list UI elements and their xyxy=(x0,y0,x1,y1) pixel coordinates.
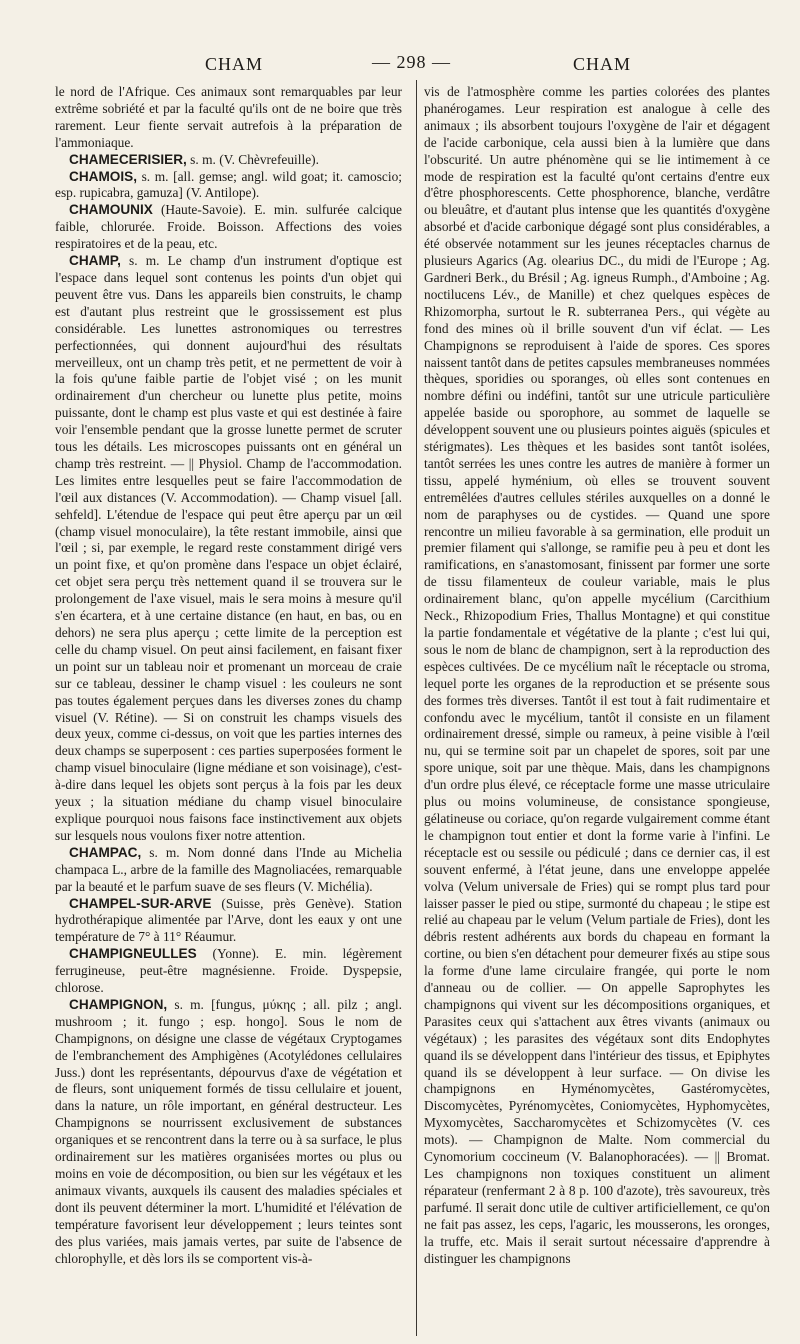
headword: CHAMOUNIX xyxy=(69,202,153,218)
entry-champac xyxy=(55,845,402,896)
entry-text: s. m. (V. Chèvrefeuille). xyxy=(186,151,319,167)
paragraph-text: le nord de l'Afrique. Ces animaux sont remarquables par leur extrême sobriété et par la faculté qu'ils ont de ne boire que très rarement. Leur fiente servait autrefois à la préparation de l'ammoniaque. xyxy=(55,84,402,150)
entry-champel-sur-arve xyxy=(55,896,402,947)
column-divider xyxy=(416,80,417,1336)
entry-text: (Haute-Savoie). E. min. sulfurée calcique faible, chlorurée. Froide. Boisson. Affections des voies respiratoires et de la peau, etc. xyxy=(55,202,402,252)
running-header xyxy=(0,50,800,78)
entry-chamois xyxy=(55,169,402,203)
headword: CHAMPIGNEULLES xyxy=(69,946,197,962)
continued-paragraph xyxy=(424,84,770,1267)
entry-text: (Yonne). E. min. légèrement ferrugineuse, peut-être magnésienne. Froide. Dyspepsie, chlorose. xyxy=(55,946,402,996)
entry-chamounix xyxy=(55,202,402,253)
headword: CHAMECERISIER, xyxy=(69,151,187,167)
entry-champignon xyxy=(55,997,402,1268)
header-right-guide-word: CHAM xyxy=(573,54,632,74)
page-number: — 298 — xyxy=(372,52,451,72)
entry-champigneulles xyxy=(55,946,402,997)
headword: CHAMP, xyxy=(69,253,121,269)
entry-text: s. m. [all. gemse; angl. wild goat; it. camoscio; esp. rupicabra, gamuza] (V. Antilope). xyxy=(55,168,402,201)
entry-text: (Suisse, près Genève). Station hydrothérapique alimentée par l'Arve, dont les eaux y ont une température de 7° à 11° Réaumur. xyxy=(55,895,402,945)
headword: CHAMOIS, xyxy=(69,168,137,184)
headword: CHAMPEL-SUR-ARVE xyxy=(69,895,212,911)
headword: CHAMPAC, xyxy=(69,844,142,860)
entry-text: s. m. [fungus, μύκης ; all. pilz ; angl. mushroom ; it. fungo ; esp. hongo]. Sous le nom de Champignons, on désigne une classe de végétaux Cryptogames de l'embranchement des Amphigènes (Acotylédones cellulaires Juss.) dont les représentants, dépourvus d'axe de végétation et de fleurs, sont uniquement formés de tissu cellulaire et jouent, dans la nature, un rôle important, en général destructeur. Les Champignons se nourrissent exclusivement de substances organiques et se rencontrent dans la terre ou à sa surface, le plus ordinairement sur les matières organisées mortes ou plus ou moins en voie de décomposition, ou bien sur les végétaux et les animaux vivants, auxquels ils causent des maladies spéciales et dont ils peuvent déterminer la mort. L'humidité et l'élévation de température favorisent leur développement ; leurs teintes sont des plus variées, mais jamais vertes, par suite de l'absence de chlorophylle, et dès lors ils se comportent vis-à- xyxy=(55,996,402,1266)
entry-text: s. m. Nom donné dans l'Inde au Michelia champaca L., arbre de la famille des Magnoliacées, remarquable par la beauté et le parfum suave de ses fleurs (V. Michélia). xyxy=(55,844,402,894)
headword: CHAMPIGNON, xyxy=(69,996,168,1012)
header-left-guide-word: CHAM xyxy=(205,54,264,74)
continued-paragraph xyxy=(55,84,402,152)
entry-champ xyxy=(55,253,402,845)
entry-text: s. m. Le champ d'un instrument d'optique est l'espace dans lequel sont contenus les points d'un objet qui peuvent être vus. Dans les appareils bien construits, le champ est d'autant plus restreint que le grossissement est plus considérable. Les lunettes astronomiques ou terrestres perfectionnées, qui donnent aujourd'hui des résultats merveilleux, ont un champ très petit, et ne permettent de voir à la fois qu'une faible partie de l'objet visé ; on les munit ordinairement d'un chercheur ou lunette plus petite, moins puissante, dont le champ est plus vaste et qui est destinée à faire voir l'ensemble pendant que la grosse lunette permet de scruter tous les détails. Les microscopes puissants ont en général un champ très restreint. — || Physiol. Champ de l'accommodation. Les limites entre lesquelles peut se faire l'accommodation de l'œil aux distances (V. Accommodation). — Champ visuel [all. sehfeld]. L'étendue de l'espace qui peut être aperçu par un œil (champ visuel monoculaire), la tête restant immobile, ainsi que l'œil ; si, par exemple, le regard reste constamment dirigé vers un point fixe, et qu'on promène dans l'espace un objet éclairé, cet objet sera perçu très nettement quand il se trouvera sur le prolongement de l'axe visuel, mais le sera moins à mesure qu'il s'en écartera, et à une certaine distance (en haut, en bas, ou en dehors) ne sera plus aperçu ; cette limite de la perception est celle du champ visuel. On peut ainsi facilement, en faisant fixer un point sur un tableau noir et promenant un morceau de craie sur ce tableau, dessiner le champ visuel : les couleurs ne sont pas toutes également perçues dans les diverses zones du champ visuel (V. Rétine). — Si on construit les champs visuels des deux yeux, comme ci-dessus, on voit que les parties internes des deux champs se superposent : ces parties superposées forment le champ visuel binoculaire (ligne médiane et son voisinage), c'est-à-dire dans lequel les objets sont perçus à la fois par les deux yeux ; la situation médiane du champ visuel binoculaire explique pourquoi nous faisons face instinctivement aux objets sur lesquels nous voulons fixer notre attention. xyxy=(55,253,402,843)
left-column xyxy=(55,84,402,1267)
entry-chamecerisier xyxy=(55,152,402,169)
right-column xyxy=(424,84,770,1267)
paragraph-text: vis de l'atmosphère comme les parties colorées des plantes phanérogames. Leur respiration est analogue à celle des animaux ; ils absorbent toujours l'oxygène de l'air et dégagent de l'acide carbonique, cela aussi bien à la lumière que dans l'obscurité. Un autre phénomène qui se lie intimement à ce mode de respiration est la faculté qu'ont certains d'entre eux d'être phosphorescents. Cette phosphorence, blanche, verdâtre ou bleuâtre, et d'autant plus intense que les quantités d'oxygène absorbé et d'acide carbonique dégagé sont plus considérables, a été observée notamment sur les jeunes réceptacles charnus de plusieurs Agarics (Ag. olearius DC., du midi de l'Europe ; Ag. Gardneri Berk., du Brésil ; Ag. igneus Rumph., d'Amboine ; Ag. noctilucens Lév., de Manille) et chez quelques espèces de Rhizomorpha, surtout le R. subterranea Pers., qui végète au fond des mines où il brille souvent d'un vif éclat. — Les Champignons se reproduisent à l'aide de spores. Ces spores naissent tantôt dans de petites capsules membraneuses nommées thèques, sporidies ou sporanges, où elles sont contenues en nombre défini ou indéfini, tantôt sur une utricule particulière appelée baside ou sporophore, au sommet de laquelle se développent souvent une ou plusieurs pointes aiguës (spicules et stérigmates). Les thèques et les basides sont tantôt isolées, tantôt serrées les unes contre les autres de manière à former un tissu, appelé hyménium, où elles se trouvent souvent entremêlées d'autres cellules stériles auxquelles on a donné le nom de paraphyses ou de cystides. — Quand une spore rencontre un milieu favorable à sa germination, elle produit un premier filament qui s'allonge, se ramifie peu à peu et dont les ramifications, en s'anastomosant, finissent par former une sorte de tissu filamenteux de couleur variable, mais le plus ordinairement blanc, qu'on appelle mycélium (Carcithium Neck., Rhizopodium Fries, Thallus Montagne) et qui constitue la partie fondamentale et végétative de la plante ; c'est lui qui, sous le nom de blanc de champignon, sert à la reproduction des espèces cultivées. De ce mycélium naît le réceptacle ou stroma, lequel porte les organes de la reproduction et se présente sous des formes très diverses. Tantôt il est tout à fait rudimentaire et confondu avec le mycélium, tantôt il consiste en un filament ordinairement dressé, simple ou rameux, à peine visible à l'œil nu, qui se termine soit par un chapelet de spores, soit par une spore unique, soit par une thèque. Mais, dans les champignons d'un ordre plus élevé, ce réceptacle forme une masse utriculaire plus ou moins volumineuse, de consistance spongieuse, gélatineuse ou coriace, qu'on regarde vulgairement comme étant le champignon tout entier et dont la forme varie à l'infini. Le réceptacle est ou sessile ou pédiculé ; dans ce dernier cas, il est souvent enfermé, à l'état jeune, dans une enveloppe appelée volva (Velum universale de Fries) qui se rompt plus tard pour laisser passer le pied ou stipe, surmonté du chapeau ; le stipe est relié au chapeau par le velum (Velum partiale de Fries), dont les débris restent adhérents aux bords du chapeau en formant la cortine, ou bien s'en détachent pour demeurer fixés au stipe sous la forme d'une lame circulaire frangée, qui porte le nom d'anneau ou de collier. — On appelle Saprophytes les champignons qui vivent sur les décompositions organiques, et Parasites ceux qui s'attachent aux êtres vivants (animaux ou végétaux) ; les parasites des végétaux sont dits Endophytes quand ils se développent dans l'intérieur des tissus, et Epiphytes quand ils se développent à leur surface. — On divise les champignons en Hyménomycètes, Gastéromycètes, Discomycètes, Pyrénomycètes, Coniomycètes, Hyphomycètes, Myxomycètes, Saccharomycètes et Schizomycètes (V. ces mots). — Champignon de Malte. Nom commercial du Cynomorium coccineum (V. Balanophoracées). — || Bromat. Les champignons non toxiques constituent un aliment réparateur (renfermant 2 à 8 p. 100 d'azote), très savoureux, très parfumé. Il serait donc utile de cultiver artificiellement, ce qu'on ne fait pas assez, les ceps, l'agaric, les mousserons, les oronges, la truffe, etc. Mais il serait surtout nécessaire d'apprendre à distinguer les champignons xyxy=(424,84,770,1266)
